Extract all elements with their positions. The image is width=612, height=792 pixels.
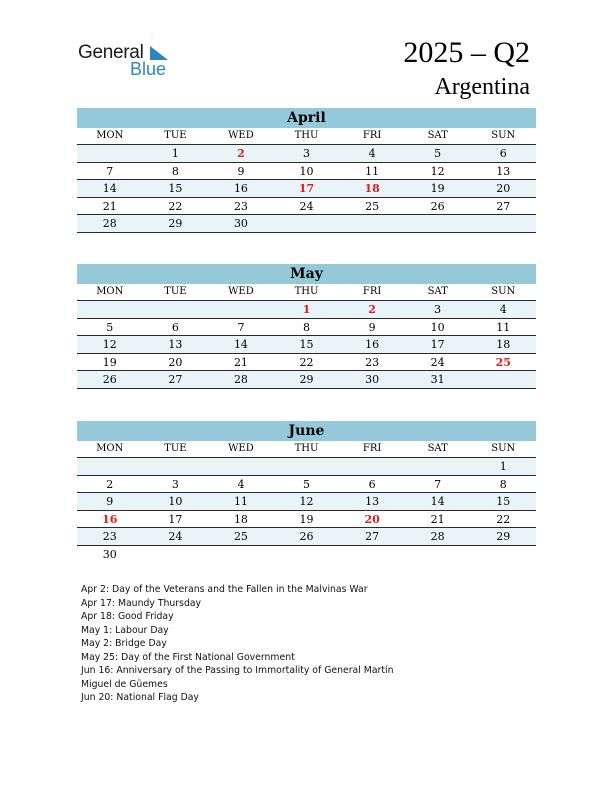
- day-cell: 12: [430, 164, 445, 178]
- empty-day-cell: [339, 546, 405, 564]
- empty-day-cell: [143, 301, 209, 318]
- day-cell: 22: [299, 355, 314, 369]
- day-cell: 9: [368, 320, 376, 334]
- day-cell: 19: [299, 512, 314, 526]
- empty-day-cell: [405, 215, 471, 232]
- day-cell: 17: [168, 512, 183, 526]
- weekday-label: WED: [228, 286, 254, 297]
- day-cell: 28: [102, 217, 117, 230]
- day-cell: 11: [496, 320, 511, 334]
- holiday-note: May 1: Labour Day: [81, 624, 169, 636]
- week-row: [77, 180, 536, 198]
- day-cell: 19: [102, 355, 117, 369]
- weekday-label: SUN: [491, 443, 516, 454]
- empty-day-cell: [274, 215, 340, 232]
- day-cell: 11: [233, 495, 248, 508]
- week-row: [77, 301, 536, 319]
- day-cell: 7: [106, 164, 114, 178]
- day-cell: 22: [168, 199, 183, 213]
- week-row: [77, 336, 536, 354]
- day-cell: 13: [168, 338, 183, 351]
- weekday-label: FRI: [362, 286, 382, 297]
- day-cell: 5: [303, 477, 311, 491]
- day-cell: 20: [168, 355, 183, 369]
- day-cell: 1: [499, 460, 507, 473]
- weekday-header-row: [77, 128, 536, 145]
- day-cell: 28: [233, 373, 248, 386]
- day-cell: 7: [434, 477, 442, 491]
- day-cell: 26: [102, 373, 117, 386]
- day-cell: 4: [499, 303, 507, 316]
- empty-day-cell: [208, 301, 274, 318]
- day-cell: 29: [496, 530, 511, 543]
- day-cell: 26: [299, 530, 314, 543]
- day-cell: 12: [102, 338, 117, 351]
- day-cell: 29: [168, 217, 183, 230]
- empty-day-cell: [208, 546, 274, 564]
- week-row: [77, 163, 536, 181]
- day-cell: 24: [299, 199, 314, 213]
- day-cell: 16: [233, 182, 248, 195]
- weekday-label: FRI: [362, 443, 382, 454]
- day-cell: 14: [233, 338, 248, 351]
- day-cell: 9: [237, 164, 245, 178]
- day-cell: 23: [233, 199, 248, 213]
- week-row: [77, 198, 536, 216]
- day-cell: 27: [365, 530, 380, 543]
- empty-day-cell: [77, 458, 143, 475]
- day-cell: 2: [368, 303, 376, 316]
- week-row: [77, 319, 536, 337]
- day-cell: 18: [233, 512, 248, 526]
- weekday-label: WED: [228, 443, 254, 454]
- day-cell: 12: [299, 495, 314, 508]
- empty-day-cell: [339, 215, 405, 232]
- empty-day-cell: [274, 458, 340, 475]
- day-cell: 1: [171, 147, 179, 160]
- day-cell: 21: [430, 512, 445, 526]
- weekday-label: MON: [96, 286, 124, 297]
- empty-day-cell: [470, 215, 536, 232]
- day-cell: 8: [171, 164, 179, 178]
- day-cell: 31: [430, 373, 445, 386]
- page-title: 2025 – Q2: [403, 36, 530, 69]
- weekday-header-row: [77, 284, 536, 301]
- holiday-note: Apr 18: Good Friday: [81, 611, 174, 622]
- empty-day-cell: [274, 546, 340, 564]
- week-row: [77, 546, 536, 564]
- week-row: [77, 528, 536, 546]
- day-cell: 6: [171, 320, 179, 334]
- day-cell: 2: [106, 477, 114, 491]
- day-cell: 20: [364, 512, 380, 526]
- weekday-label: FRI: [362, 130, 382, 141]
- week-row: [77, 354, 536, 372]
- holiday-note: Jun 16: Anniversary of the Passing to Immortality of General Martín: [81, 665, 394, 676]
- month-calendar-june: [77, 421, 536, 563]
- day-cell: 2: [237, 147, 245, 160]
- empty-day-cell: [405, 546, 471, 564]
- weekday-label: TUE: [164, 443, 187, 454]
- day-cell: 23: [365, 355, 380, 369]
- weekday-label: THU: [294, 443, 319, 454]
- weekday-label: SAT: [427, 443, 448, 454]
- day-cell: 3: [171, 477, 179, 491]
- day-cell: 14: [102, 182, 117, 195]
- day-cell: 20: [496, 182, 511, 195]
- day-cell: 15: [299, 338, 314, 351]
- empty-day-cell: [77, 301, 143, 318]
- generalblue-logo: [78, 40, 178, 80]
- day-cell: 15: [496, 495, 511, 508]
- day-cell: 25: [365, 199, 380, 213]
- day-cell: 18: [496, 338, 511, 351]
- empty-day-cell: [470, 546, 536, 564]
- day-cell: 5: [434, 147, 442, 160]
- day-cell: 26: [430, 199, 445, 213]
- day-cell: 28: [430, 530, 445, 543]
- day-cell: 24: [430, 355, 445, 369]
- day-cell: 10: [430, 320, 445, 334]
- weekday-label: SAT: [427, 286, 448, 297]
- week-row: [77, 145, 536, 163]
- weekday-label: TUE: [164, 130, 187, 141]
- week-row: [77, 511, 536, 529]
- empty-day-cell: [143, 546, 209, 564]
- week-row: [77, 458, 536, 476]
- week-row: [77, 476, 536, 494]
- day-cell: 16: [365, 338, 380, 351]
- empty-day-cell: [208, 458, 274, 475]
- day-cell: 19: [430, 182, 445, 195]
- day-cell: 14: [430, 495, 445, 508]
- week-row: [77, 493, 536, 511]
- day-cell: 22: [496, 512, 511, 526]
- empty-day-cell: [470, 371, 536, 388]
- week-row: [77, 371, 536, 389]
- day-cell: 8: [499, 477, 507, 491]
- day-cell: 4: [368, 147, 376, 160]
- day-cell: 30: [233, 217, 248, 230]
- day-cell: 6: [368, 477, 376, 491]
- day-cell: 23: [102, 530, 117, 543]
- month-name: April: [77, 108, 536, 128]
- empty-day-cell: [77, 145, 143, 162]
- weekday-label: TUE: [164, 286, 187, 297]
- holiday-note: May 2: Bridge Day: [81, 638, 167, 649]
- day-cell: 9: [106, 495, 114, 508]
- day-cell: 24: [168, 530, 183, 543]
- day-cell: 27: [496, 199, 511, 213]
- holiday-note: Apr 17: Maundy Thursday: [81, 597, 202, 609]
- logo-blue-text: Blue: [130, 59, 167, 79]
- day-cell: 6: [499, 147, 507, 160]
- day-cell: 30: [102, 547, 117, 561]
- week-row: [77, 215, 536, 233]
- weekday-header-row: [77, 441, 536, 458]
- day-cell: 21: [233, 355, 248, 369]
- logo-general-text: General: [78, 42, 144, 63]
- day-cell: 3: [303, 147, 311, 160]
- day-cell: 8: [303, 320, 311, 334]
- day-cell: 11: [365, 164, 380, 178]
- day-cell: 30: [365, 373, 380, 386]
- holiday-note: Miguel de Güemes: [81, 678, 168, 690]
- day-cell: 17: [430, 338, 445, 351]
- weekday-label: SUN: [491, 130, 516, 141]
- day-cell: 18: [364, 182, 380, 195]
- day-cell: 10: [168, 495, 183, 508]
- day-cell: 13: [496, 164, 511, 178]
- month-calendar-april: [77, 108, 536, 233]
- weekday-label: SUN: [491, 286, 516, 297]
- day-cell: 1: [302, 303, 311, 316]
- weekday-label: WED: [228, 130, 254, 141]
- day-cell: 15: [168, 182, 183, 195]
- day-cell: 17: [298, 182, 315, 195]
- day-cell: 27: [168, 373, 183, 386]
- month-name: May: [77, 264, 536, 284]
- day-cell: 25: [495, 355, 511, 369]
- day-cell: 4: [237, 477, 245, 491]
- weekday-label: THU: [294, 286, 319, 297]
- day-cell: 13: [365, 495, 380, 508]
- day-cell: 21: [102, 199, 117, 213]
- day-cell: 5: [106, 320, 114, 334]
- day-cell: 3: [434, 303, 442, 316]
- weekday-label: SAT: [427, 130, 448, 141]
- weekday-label: MON: [96, 130, 124, 141]
- day-cell: 10: [299, 164, 314, 178]
- month-name: June: [77, 421, 536, 441]
- holiday-note: May 25: Day of the First National Government: [81, 651, 295, 663]
- empty-day-cell: [405, 458, 471, 475]
- day-cell: 16: [102, 512, 118, 526]
- empty-day-cell: [143, 458, 209, 475]
- day-cell: 29: [299, 373, 314, 386]
- day-cell: 25: [233, 530, 248, 543]
- holiday-notes: [81, 583, 393, 705]
- month-calendar-may: [77, 264, 536, 389]
- weekday-label: THU: [294, 130, 319, 141]
- country-name: Argentina: [434, 74, 530, 100]
- holiday-note: Jun 20: National Flag Day: [81, 692, 199, 703]
- weekday-label: MON: [96, 443, 124, 454]
- empty-day-cell: [339, 458, 405, 475]
- holiday-note: Apr 2: Day of the Veterans and the Fallen in the Malvinas War: [81, 584, 368, 595]
- day-cell: 7: [237, 320, 245, 334]
